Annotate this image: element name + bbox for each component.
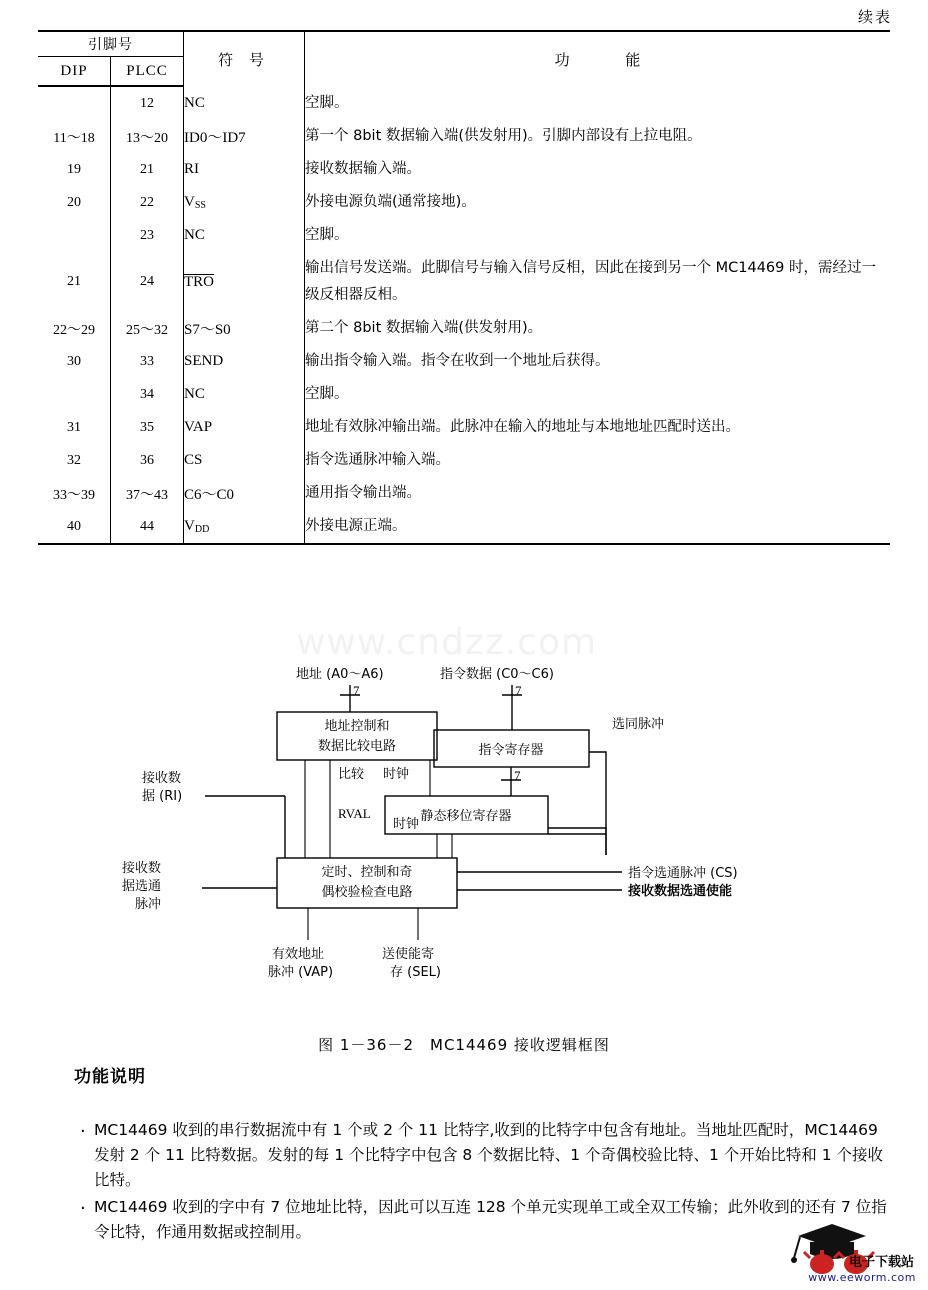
cell-plcc: 24 (111, 252, 184, 312)
cell-dip: 19 (38, 153, 111, 186)
cell-dip (38, 86, 111, 120)
cell-function: 空脚。 (305, 94, 349, 111)
diagram-label-compare: 比较 (338, 767, 365, 782)
diagram-label-vap-line1: 有效地址 (272, 947, 325, 962)
table-row (38, 153, 890, 186)
cell-function: 输出信号发送端。此脚信号与输入信号反相，因此在接到另一个 MC14469 时，需经过一级反相器反相。 (305, 260, 876, 303)
diagram-box-address-compare-line1: 地址控制和 (324, 719, 390, 734)
cell-plcc: 21 (111, 153, 184, 186)
cell-function: 外接电源正端。 (305, 510, 891, 544)
table-row (38, 186, 890, 219)
diagram-box-cmd-register-label: 指令寄存器 (478, 743, 544, 758)
cell-dip (38, 378, 111, 411)
diagram-box-address-compare-line2: 数据比较电路 (317, 739, 397, 754)
diagram-label-recv-data-line1: 接收数 (142, 771, 182, 786)
cell-symbol (184, 186, 305, 219)
section-heading-function-description: 功能说明 (74, 1067, 146, 1087)
symbol-base: V (184, 194, 195, 210)
page-running-head: 续表 (857, 8, 892, 26)
cell-function: 指令选通脉冲输入端。 (305, 452, 450, 469)
pin-table-container (38, 30, 890, 545)
diagram-bus-width-cmd: 7 (515, 683, 522, 698)
table-row (38, 477, 890, 510)
corner-logo (770, 1214, 920, 1284)
cell-symbol (184, 510, 305, 544)
bullet-item: · MC14469 收到的串行数据流中有 1 个或 2 个 11 比特字,收到的比特字中包含有地址。当地址匹配时，MC14469 发射 2 个 11 比特数据。发射的每 1 个比特字中包含 8 个数据比特、1 个奇偶校验比特、1 个开始比特和 1 个接收比特。 (78, 1118, 896, 1193)
table-row (38, 312, 890, 345)
table-row (38, 444, 890, 477)
cell-dip: 30 (38, 345, 111, 378)
cell-function: 输出指令输入端。指令在收到一个地址后获得。 (305, 353, 610, 370)
diagram-label-recv-data-strobe-enable: 接收数据选通使能 (628, 884, 733, 899)
cell-symbol: CS (184, 444, 305, 477)
cell-dip: 32 (38, 444, 111, 477)
table-row (38, 86, 890, 120)
cell-plcc: 37～43 (111, 477, 184, 510)
cell-dip: 21 (38, 252, 111, 312)
pin-table-header (38, 31, 890, 86)
cell-dip: 31 (38, 411, 111, 444)
pin-table-body (38, 86, 890, 544)
cell-plcc: 12 (111, 86, 184, 120)
cell-plcc: 34 (111, 378, 184, 411)
cell-plcc: 35 (111, 411, 184, 444)
diagram-bus-width-address: 7 (353, 683, 360, 698)
cell-dip (38, 219, 111, 252)
diagram-label-recv-strobe-line3: 脉冲 (135, 897, 162, 912)
bullet-item: · MC14469 收到的字中有 7 位地址比特，因此可以互连 128 个单元实现单工或全双工传输；此外收到的还有 7 位指令比特，作通用数据或控制用。 (78, 1195, 896, 1245)
diagram-box-timing-parity-line2: 偶校验检查电路 (321, 885, 413, 900)
diagram-label-rval: RVAL (338, 806, 371, 821)
header-pin-group: 引脚号 (38, 31, 184, 57)
table-header-row-1 (38, 31, 890, 57)
diagram-label-recv-strobe-line1: 接收数 (122, 861, 162, 876)
cell-function: 第二个 8bit 数据输入端(供发射用)。 (305, 320, 543, 337)
cell-symbol: VAP (184, 411, 305, 444)
cell-function: 通用指令输出端。 (305, 485, 421, 502)
header-dip: DIP (38, 57, 111, 87)
diagram-label-clock-bottom: 时钟 (393, 817, 420, 832)
symbol-overlined: TRO (184, 273, 214, 290)
diagram-label-vap-line2: 脉冲 (VAP) (268, 965, 334, 980)
symbol-base: V (184, 518, 195, 534)
cell-symbol: NC (184, 378, 305, 411)
logo-url: www.eeworm.com (808, 1271, 916, 1284)
cell-plcc: 33 (111, 345, 184, 378)
diagram-label-address-in: 地址 (A0～A6) (296, 667, 384, 682)
watermark-cndzz: www.cndzz.com (296, 622, 598, 663)
cell-function: 地址有效脉冲输出端。此脉冲在输入的地址与本地地址匹配时送出。 (305, 419, 740, 436)
cell-function: 空脚。 (305, 227, 349, 244)
symbol-subscript: DD (194, 524, 210, 535)
cell-symbol: S7～S0 (184, 312, 305, 345)
symbol-subscript: SS (194, 200, 206, 211)
cell-dip: 33～39 (38, 477, 111, 510)
cell-dip: 11～18 (38, 120, 111, 153)
cell-plcc: 23 (111, 219, 184, 252)
figure-caption: 图 1－36－2 MC14469 接收逻辑框图 (318, 1036, 610, 1054)
diagram-box-shift-register-label: 静态移位寄存器 (420, 809, 512, 824)
diagram-label-clock-top: 时钟 (383, 767, 410, 782)
cell-plcc: 36 (111, 444, 184, 477)
table-row (38, 345, 890, 378)
cell-dip: 22～29 (38, 312, 111, 345)
table-row (38, 219, 890, 252)
cell-plcc: 25～32 (111, 312, 184, 345)
cell-symbol: ID0～ID7 (184, 120, 305, 153)
cell-symbol: NC (184, 86, 305, 120)
header-plcc: PLCC (111, 57, 184, 87)
block-diagram (0, 600, 928, 1000)
cell-symbol (184, 252, 305, 312)
pin-table (38, 30, 890, 545)
cell-dip: 20 (38, 186, 111, 219)
diagram-box-timing-parity-line1: 定时、控制和奇 (321, 865, 413, 880)
cell-symbol: SEND (184, 345, 305, 378)
cell-plcc: 22 (111, 186, 184, 219)
table-row (38, 411, 890, 444)
cell-function: 外接电源负端(通常接地)。 (305, 194, 476, 211)
cell-plcc: 44 (111, 510, 184, 544)
diagram-label-recv-data-line2: 据 (RI) (142, 789, 183, 804)
cell-dip: 40 (38, 510, 111, 544)
diagram-label-recv-strobe-line2: 据选通 (122, 879, 162, 894)
cell-function: 第一个 8bit 数据输入端(供发射用)。引脚内部设有上拉电阻。 (305, 128, 702, 145)
cell-symbol: NC (184, 219, 305, 252)
cell-symbol: C6～C0 (184, 477, 305, 510)
logo-site-name: 电子下载站 (848, 1255, 914, 1270)
diagram-label-strobe-pulse: 选同脉冲 (612, 717, 665, 732)
diagram-label-sel-line1: 送使能寄 (382, 947, 435, 962)
diagram-label-cmd-strobe-cs: 指令选通脉冲 (CS) (628, 866, 738, 881)
table-row (38, 252, 890, 312)
cell-function: 接收数据输入端。 (305, 161, 421, 178)
diagram-label-cmd-data-in: 指令数据 (C0～C6) (440, 667, 554, 682)
cell-symbol: RI (184, 153, 305, 186)
cell-function: 空脚。 (305, 386, 349, 403)
header-function: 功 能 (305, 31, 891, 86)
cell-plcc: 13～20 (111, 120, 184, 153)
table-row (38, 510, 890, 544)
header-symbol: 符 号 (184, 31, 305, 86)
diagram-label-sel-line2: 存 (SEL) (390, 965, 441, 980)
table-row (38, 378, 890, 411)
table-row (38, 120, 890, 153)
diagram-bus-width-low: 7 (514, 768, 521, 783)
